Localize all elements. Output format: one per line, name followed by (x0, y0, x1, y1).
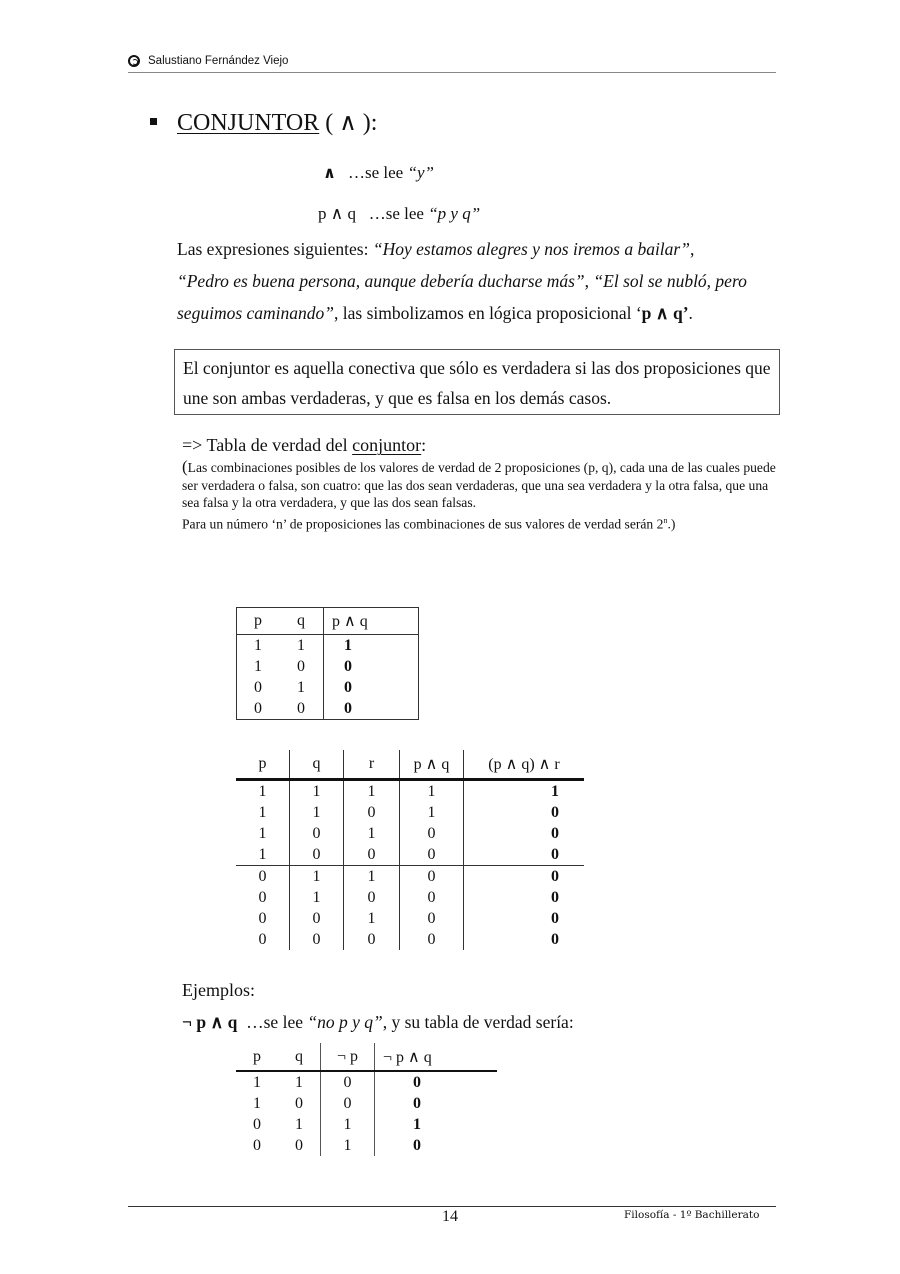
result-cell: 1 (551, 782, 559, 800)
reading-quote: “y” (407, 163, 434, 182)
table-row (236, 929, 584, 950)
result-cell: 0 (413, 1136, 421, 1154)
reading-end: , y su tabla de verdad sería: (382, 1012, 574, 1032)
result-cell: 0 (344, 657, 352, 675)
table-row (236, 844, 584, 866)
definition-box (174, 349, 780, 415)
page-number: 14 (442, 1208, 458, 1225)
result-cell: 0 (551, 824, 559, 842)
cell: 1 (290, 802, 344, 823)
cell: 1 (254, 657, 262, 675)
result-cell: 1 (413, 1115, 421, 1133)
result-cell: 0 (551, 930, 559, 948)
cell: 1 (344, 908, 400, 929)
table-header-row (237, 608, 419, 635)
expression-reading (318, 204, 480, 224)
example-formula: ¬ p ∧ q (182, 1012, 238, 1032)
cell: 0 (290, 908, 344, 929)
section-title-text: CONJUNTOR (177, 110, 320, 136)
cell: 1 (344, 866, 400, 888)
cell: 1 (254, 636, 262, 654)
cell: 0 (297, 657, 305, 675)
cell: 0 (254, 678, 262, 696)
cell: 1 (253, 1094, 261, 1112)
para-rest: , las simbolizamos en lógica proposicional ‘ (334, 303, 642, 323)
cell: 0 (344, 844, 400, 866)
col-header: ¬ p ∧ q (375, 1043, 498, 1071)
cell: 0 (400, 908, 464, 929)
cell: 0 (400, 844, 464, 866)
cell: 0 (344, 887, 400, 908)
course-label: Filosofía - 1º Bachillerato (624, 1209, 760, 1221)
cell: 1 (295, 1115, 303, 1133)
table-row (236, 887, 584, 908)
cell: 1 (236, 844, 290, 866)
col-header: ¬ p (321, 1043, 375, 1071)
cell: 1 (295, 1073, 303, 1091)
cell: 1 (321, 1135, 375, 1156)
cell: 0 (295, 1136, 303, 1154)
result-cell: 0 (551, 845, 559, 863)
result-cell: 0 (551, 803, 559, 821)
cell: 1 (290, 866, 344, 888)
cell: 0 (258, 888, 267, 906)
punct: : (421, 435, 427, 455)
section-title-symbol: ( ∧ ): (325, 110, 378, 136)
reading-quote: “no p y q” (307, 1012, 383, 1032)
cell: 0 (297, 699, 305, 717)
result-cell: 0 (551, 867, 559, 885)
example-quote-1: “Hoy estamos alegres y nos iremos a bailar” (372, 239, 690, 259)
cell: 1 (344, 780, 400, 803)
cell: 1 (400, 802, 464, 823)
example-quote-3: “El sol se nubló, pero seguimos caminando” (177, 271, 747, 323)
expression: p ∧ q (318, 204, 356, 223)
cell: 1 (258, 824, 267, 842)
reading-text: …se lee (368, 204, 429, 223)
formula: p ∧ q’ (641, 303, 689, 323)
col-header: p (236, 750, 290, 780)
cell: 1 (290, 780, 344, 803)
cell: 1 (400, 780, 464, 803)
cell: 1 (253, 1073, 261, 1091)
table-row (236, 1093, 497, 1114)
table-header-row (236, 1043, 497, 1071)
paren: .) (667, 516, 676, 532)
col-header: p (236, 1043, 278, 1071)
reading-text: …se lee (237, 1012, 308, 1032)
col-header: p ∧ q (400, 750, 464, 780)
cell: 0 (290, 823, 344, 844)
table-header-row (236, 750, 584, 780)
paren: ( (182, 457, 188, 476)
reading-quote: “p y q” (428, 204, 481, 223)
cell: 0 (253, 1115, 261, 1133)
heading-underlined: conjuntor (352, 435, 422, 455)
cell: 0 (400, 929, 464, 950)
cell: 0 (400, 823, 464, 844)
col-header: p (237, 608, 280, 635)
punct: . (688, 303, 693, 323)
footer-rule (128, 1206, 776, 1207)
col-header: r (344, 750, 400, 780)
table-row (236, 908, 584, 929)
cell: 0 (258, 930, 267, 948)
examples-heading: Ejemplos: (182, 980, 255, 1000)
bullet-icon (150, 118, 157, 125)
table-row (237, 635, 419, 657)
cell: 0 (400, 866, 464, 888)
cell: 1 (258, 803, 267, 821)
example-quote-2: “Pedro es buena persona, aunque debería ducharse más” (177, 271, 585, 291)
table-row (236, 802, 584, 823)
truth-table-not-p-and-q (236, 1043, 497, 1156)
cell: 0 (321, 1093, 375, 1114)
reading-text: …se lee (348, 163, 408, 182)
truth-table-pqr (236, 750, 584, 950)
cell: 0 (290, 844, 344, 866)
table-row (237, 677, 419, 698)
cell: 1 (297, 678, 305, 696)
result-cell: 0 (413, 1094, 421, 1112)
cell: 0 (258, 867, 267, 885)
note-sup: n (663, 515, 668, 525)
result-cell: 0 (344, 678, 352, 696)
cell: 0 (253, 1136, 261, 1154)
truth-table-pq (236, 607, 419, 720)
page-header (128, 52, 776, 73)
table-row (236, 1071, 497, 1093)
result-cell: 0 (413, 1073, 421, 1091)
col-header: p ∧ q (324, 608, 419, 635)
and-symbol: ∧ (323, 163, 336, 182)
cell: 1 (344, 823, 400, 844)
col-header: q (279, 608, 324, 635)
cell: 0 (290, 929, 344, 950)
cell: 0 (400, 887, 464, 908)
table-row (236, 1114, 497, 1135)
example-line (182, 1012, 574, 1033)
note-text: Las combinaciones posibles de los valores de verdad de 2 proposiciones (p, q), cada una de las cuales puede ser verdadera o falsa, son cuatro: que las dos sean verdaderas, que una sea verdadera y la otra falsa, que una sea falsa y la otra verdadera, y que las dos sean falsas. (182, 460, 776, 510)
cell: 0 (295, 1094, 303, 1112)
note-line2: Para un número ‘n’ de proposiciones las combinaciones de sus valores de verdad serán 2 (182, 516, 664, 532)
definition-text: El conjuntor es aquella conectiva que sólo es verdadera si las dos proposiciones que une son ambas verdaderas, y que es falsa en los demás casos. (183, 358, 771, 408)
col-header: q (278, 1043, 321, 1071)
cell: 0 (344, 802, 400, 823)
cell: 0 (321, 1071, 375, 1093)
punct: , (584, 271, 594, 291)
author-name: Salustiano Fernández Viejo (148, 55, 289, 67)
symbol-reading (323, 163, 434, 183)
cell: 0 (254, 699, 262, 717)
table-row (237, 656, 419, 677)
col-header: q (290, 750, 344, 780)
table-row (236, 866, 584, 888)
section-title (150, 108, 377, 137)
truth-table-heading (182, 435, 426, 456)
result-cell: 0 (551, 888, 559, 906)
cell: 1 (290, 887, 344, 908)
result-cell: 0 (344, 699, 352, 717)
table-row (236, 780, 584, 803)
cell: 1 (258, 782, 267, 800)
table-row (236, 1135, 497, 1156)
cell: 1 (297, 636, 305, 654)
cell: 0 (258, 909, 267, 927)
punct: , (689, 239, 695, 259)
combinations-note (182, 458, 782, 533)
cell: 1 (321, 1114, 375, 1135)
para-intro: Las expresiones siguientes: (177, 239, 373, 259)
copyleft-icon (128, 55, 140, 67)
table-row (237, 698, 419, 720)
result-cell: 1 (344, 636, 352, 654)
col-header: (p ∧ q) ∧ r (464, 750, 585, 780)
cell: 0 (344, 929, 400, 950)
result-cell: 0 (551, 909, 559, 927)
heading-prefix: => Tabla de verdad del (182, 435, 353, 455)
table-row (236, 823, 584, 844)
intro-paragraph (177, 233, 787, 329)
